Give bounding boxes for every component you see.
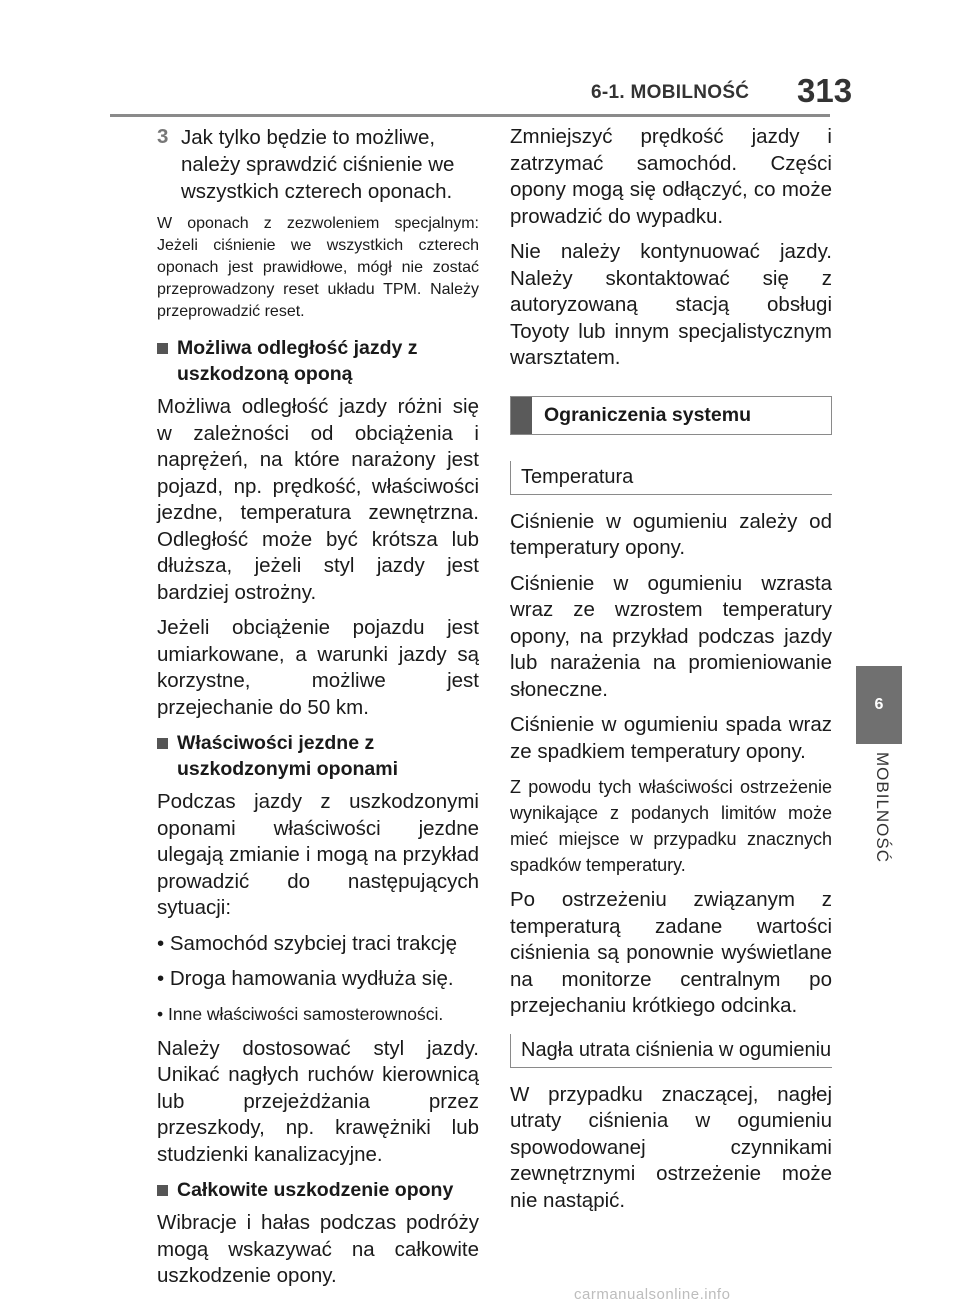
paragraph: Ciśnienie w ogumieniu wzrasta wraz ze wzrostem temperatury opony, na przykład podczas jazdy lub narażenia na promieniowanie słoneczne. <box>510 571 832 701</box>
step-text: Jak tylko będzie to możliwe, należy sprawdzić ciśnienie we wszystkich czterech oponach. <box>181 126 455 203</box>
square-bullet-icon <box>157 738 168 749</box>
left-column <box>157 124 479 1299</box>
paragraph: Zmniejszyć prędkość jazdy i zatrzymać samochód. Części opony mogą się odłączyć, co może prowadzić do wypadku. <box>510 125 832 228</box>
paragraph: Z powodu tych właściwości ostrzeżenie wynikające z podanych limitów może mieć miejsce w przypadku znacznych spadków temperatury. <box>510 777 832 875</box>
chapter-label: MOBILNOŚĆ <box>873 752 892 864</box>
subheading-driving-properties <box>157 730 479 782</box>
step-item <box>157 124 479 205</box>
paragraph: Wibracje i hałas podczas podróży mogą wskazywać na całkowite uszkodzenie opony. <box>157 1211 479 1287</box>
list-item: • Droga hamowania wydłuża się. <box>157 966 454 990</box>
section-title: Ograniczenia systemu <box>544 403 751 426</box>
subheading-text: Możliwa odległość jazdy z uszkodzoną oponą <box>177 337 418 385</box>
paragraph: Po ostrzeżeniu związanym z temperaturą zadane wartości ciśnienia są ponownie wyświetlane na monitorze centralnym po przejechaniu krótkiego odcinka. <box>510 888 832 1017</box>
subheading-text: Całkowite uszkodzenie opony <box>177 1179 454 1201</box>
bullet-list <box>157 931 479 1027</box>
paragraph: W przypadku znaczącej, nagłej utraty ciśnienia w ogumieniu spowodowanej czynnikami zewnętrznymi ostrzeżenie może nie nastąpić. <box>510 1082 832 1212</box>
square-bullet-icon <box>157 343 168 354</box>
paragraph: Nie należy kontynuować jazdy. Należy skontaktować się z autoryzowaną stacją obsługi Toyoty lub innym specjalistycznym warsztatem. <box>510 240 832 369</box>
right-column <box>510 124 832 1223</box>
topic-heading-pressure-loss: Nagła utrata ciśnienia w ogumieniu <box>510 1034 832 1068</box>
subheading-text: Właściwości jezdne z uszkodzonymi oponami <box>177 732 399 780</box>
list-item: • Samochód szybciej traci trakcję <box>157 931 457 955</box>
topic-heading-temperature: Temperatura <box>510 461 832 495</box>
paragraph: Jeżeli obciążenie pojazdu jest umiarkowane, a warunki jazdy są korzystne, możliwe jest przejechanie do 50 km. <box>157 616 479 719</box>
subheading-driving-distance <box>157 335 479 387</box>
note-text: W oponach z zezwoleniem specjalnym: Jeżeli ciśnienie we wszystkich czterech oponach jest prawidłowe, mógł nie zostać przeprowadzony reset układu TPM. Należy przeprowadzić reset. <box>157 215 479 320</box>
paragraph: Ciśnienie w ogumieniu zależy od temperatury opony. <box>510 509 832 559</box>
paragraph: Podczas jazdy z uszkodzonymi oponami właściwości jezdne ulegają zmianie i mogą na przykład prowadzić do następujących sytuacji: <box>157 790 479 919</box>
section-marker <box>511 397 532 434</box>
paragraph: Ciśnienie w ogumieniu spada wraz ze spadkiem temperatury opony. <box>510 713 832 763</box>
header-divider <box>110 114 830 117</box>
header-section-title: 6-1. MOBILNOŚĆ <box>591 82 750 103</box>
list-item: • Inne właściwości samosterowności. <box>157 1003 444 1024</box>
chapter-tab[interactable]: 6 <box>856 666 902 744</box>
square-bullet-icon <box>157 1185 168 1196</box>
paragraph: Możliwa odległość jazdy różni się w zależności od obciążenia i naprężeń, na które narażony jest pojazd, np. prędkość, właściwości jezdne, temperatura zewnętrzna. Odległość może być krótsza lub dłuższa, jeżeli styl jazdy jest bardziej ostrożny. <box>157 395 479 604</box>
page-number: 313 <box>797 72 853 109</box>
step-number: 3 <box>157 125 169 148</box>
subheading-total-failure <box>157 1177 479 1203</box>
section-header-box <box>510 396 832 435</box>
paragraph: Należy dostosować styl jazdy. Unikać nagłych ruchów kierownicą lub przejeżdżania przez przeszkody, np. krawężniki lub studzienki kanalizacyjne. <box>157 1036 479 1166</box>
watermark-text: carmanualsonline.info <box>574 1286 731 1303</box>
